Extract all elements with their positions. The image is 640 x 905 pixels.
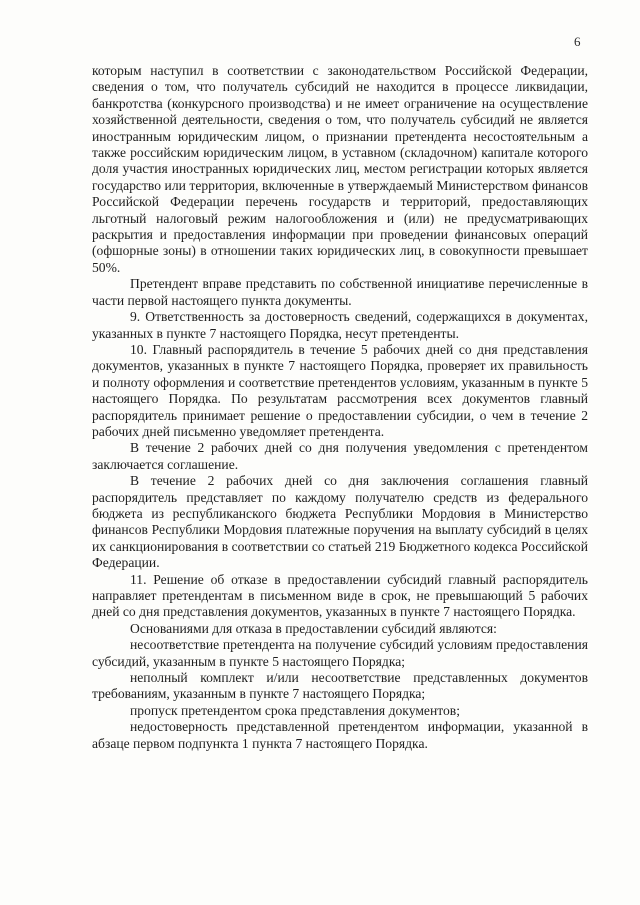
paragraph-ground-deadline: пропуск претендентом срока представления документов; — [130, 702, 460, 718]
paragraph-initiative: Претендент вправе представить по собственной инициативе перечисленные в части первой настоящего пункта документы. — [92, 276, 588, 308]
page-number: 6 — [574, 34, 581, 49]
paragraph-continuation: которым наступил в соответствии с законодательством Российской Федерации, сведения о том, что получатель субсидий не находится в процессе ликвидации, банкротства (конкурсного производства) и не имеет ограничение на осуществление хозяйственной деятельности, сведения о том, что получатель субсидий не является иностранным юридическим лицом, о признании претендента несостоятельным а также российским юридическим лицом, в уставном (складочном) капитале которого доля участия иностранных юридических лиц, местом регистрации которых является государство или территория, включенные в утверждаемый Министерством финансов Российской Федерации перечень государств и территорий, предоставляющих льготный налоговый режим налогообложения и (или) не предусматривающих раскрытия и предоставления информации при проведении финансовых операций (офшорные зоны) в отношении таких юридических лиц, в совокупности превышает 50%. — [92, 63, 588, 275]
paragraph-agreement: В течение 2 рабочих дней со дня получения уведомления с претендентом заключается соглашение. — [92, 440, 588, 472]
paragraph-item-10: 10. Главный распорядитель в течение 5 рабочих дней со дня представления документов, указанных в пункте 7 настоящего Порядка, проверяет их правильность и полноту оформления и соответствие претендентов условиям, указанным в пункте 5 настоящего Порядка. По результатам рассмотрения всех документов главный распорядитель принимает решение о предоставлении субсидии, о чем в течение 2 рабочих дней письменно уведомляет претендента. — [92, 341, 588, 439]
paragraph-refusal-grounds: Основаниями для отказа в предоставлении субсидий являются: — [130, 620, 497, 636]
paragraph-item-11: 11. Решение об отказе в предоставлении субсидий главный распорядитель направляет претендентам в письменном виде в срок, не превышающий 5 рабочих дней со дня представления документов, указанных в пункте 7 настоящего Порядка. — [92, 571, 588, 620]
paragraph-ground-incomplete: неполный комплект и/или несоответствие представленных документов требованиям, указанным в пункте 7 настоящего Порядка; — [92, 670, 588, 702]
paragraph-payment-orders: В течение 2 рабочих дней со дня заключения соглашения главный распорядитель представляет по каждому получателю средств из федерального бюджета из республиканского бюджета Республики Мордовия в Министерство финансов Республики Мордовия платежные поручения на выплату субсидий в целях их санкционирования в соответствии со статьей 219 Бюджетного кодекса Российской Федерации. — [92, 473, 588, 571]
paragraph-ground-unreliable: недостоверность представленной претендентом информации, указанной в абзаце первом подпункта 1 пункта 7 настоящего Порядка. — [92, 719, 588, 751]
paragraph-ground-nonconformity: несоответствие претендента на получение субсидий условиям предоставления субсидий, указанным в пункте 5 настоящего Порядка; — [92, 637, 588, 669]
paragraph-item-9: 9. Ответственность за достоверность сведений, содержащихся в документах, указанных в пункте 7 настоящего Порядка, несут претенденты. — [92, 309, 588, 341]
document-body — [92, 63, 588, 752]
